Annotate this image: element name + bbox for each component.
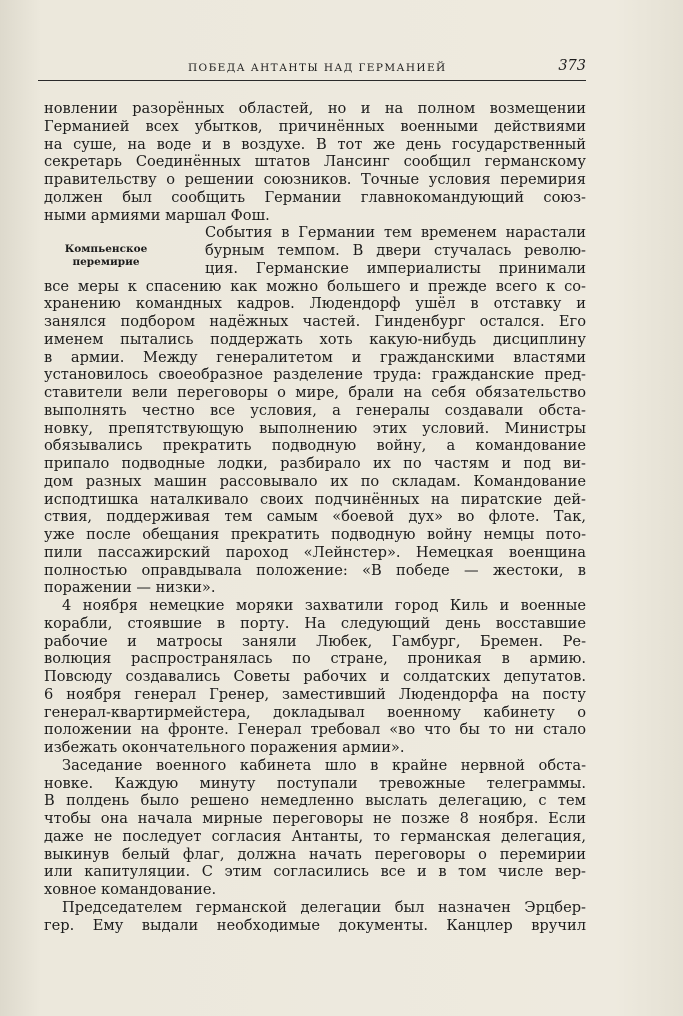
text-line: обязывались прекратить подводную войну, а командование — [44, 437, 586, 455]
text-line: Повсюду создавались Советы рабочих и солдатских депутатов. — [44, 668, 586, 685]
text-line: установилось своеобразное разделение труда: гражданские пред- — [44, 366, 586, 384]
text-line: пили пассажирский пароход «Лейнстер». Немецкая военщина — [44, 543, 586, 561]
text-line: События в Германии тем временем нарастали — [205, 224, 586, 242]
text-line: уже после обещания прекратить подводную войну немцы пото- — [44, 526, 586, 543]
text-line: Германией всех убытков, причинённых военными действиями — [44, 117, 586, 135]
text-line: или капитуляции. С этим согласились все и в том числе вер- — [44, 863, 586, 881]
margin-note-line: перемирие — [72, 256, 140, 268]
text-line: новке. Каждую минуту поступали тревожные телеграммы. — [44, 774, 586, 792]
text-line: чтобы она начала мирные переговоры не позже 8 ноября. Если — [44, 810, 586, 827]
running-title: ПОБЕДА АНТАНТЫ НАД ГЕРМАНИЕЙ — [188, 62, 447, 74]
text-line: ставители вели переговоры о мире, брали на себя обязательство — [44, 384, 586, 401]
text-line: гер. Ему выдали необходимые документы. Канцлер вручил — [44, 916, 586, 934]
text-line: новку, препятствующую выполнению этих условий. Министры — [44, 419, 586, 437]
text-line: корабли, стоявшие в порту. На следующий день восставшие — [44, 614, 586, 632]
text-line: рабочие и матросы заняли Любек, Гамбург, Бремен. Ре- — [44, 632, 586, 650]
text-line: 4 ноября немецкие моряки захватили город Киль и военные — [62, 597, 586, 614]
text-line: волюция распространялась по стране, проникая в армию. — [44, 650, 586, 668]
text-line: на суше, на воде и в воздухе. В тот же день государственный — [44, 135, 586, 153]
text-line: поражении — низки». — [44, 579, 216, 597]
text-line: положении на фронте. Генерал требовал «во что бы то ни стало — [44, 721, 586, 739]
text-line: Заседание военного кабинета шло в крайне нервной обста- — [62, 756, 586, 774]
text-line: избежать окончательного поражения армии». — [44, 739, 405, 756]
text-line: бурным темпом. В двери стучалась револю- — [205, 242, 586, 259]
margin-note-line: Компьенское — [64, 243, 148, 255]
text-line: ными армиями маршал Фош. — [44, 206, 270, 224]
text-line: именем пытались поддержать хоть какую-нибудь дисциплину — [44, 330, 586, 348]
text-line: Председателем германской делегации был назначен Эрцбер- — [62, 898, 586, 916]
text-line: даже не последует согласия Антанты, то германская делегация, — [44, 827, 586, 845]
text-line: все меры к спасению как можно большего и прежде всего к со- — [44, 277, 586, 295]
running-head — [38, 56, 586, 80]
text-line: исподтишка наталкивало своих подчинённых на пиратские дей- — [44, 490, 586, 508]
text-line: выкинув белый флаг, должна начать переговоры о перемирии — [44, 845, 586, 863]
text-line: секретарь Соединённых штатов Лансинг сообщил германскому — [44, 153, 586, 171]
header-rule — [38, 80, 586, 81]
text-line: генерал-квартирмейстера, докладывал военному кабинету о — [44, 703, 586, 721]
text-line: в армии. Между генералитетом и гражданскими властями — [44, 348, 586, 366]
text-line: полностью оправдывала положение: «В победе — жестоки, в — [44, 561, 586, 579]
text-line: ция. Германские империалисты принимали — [205, 259, 586, 277]
text-line: дом разных машин рассовывало их по складам. Командование — [44, 472, 586, 490]
text-line: ховное командование. — [44, 881, 217, 898]
text-line: выполнять честно все условия, а генералы создавали обста- — [44, 401, 586, 419]
page-number: 373 — [558, 58, 586, 74]
text-line: хранению командных кадров. Людендорф ушёл в отставку и — [44, 295, 586, 313]
body-text — [44, 100, 586, 934]
text-line: припало подводные лодки, разбирало их по частям и под ви- — [44, 455, 586, 472]
text-line: должен был сообщить Германии главнокомандующий союз- — [44, 188, 586, 206]
text-line: новлении разорённых областей, но и на полном возмещении — [44, 100, 586, 117]
text-line: В полдень было решено немедленно выслать делегацию, с тем — [44, 792, 586, 810]
text-line: правительству о решении союзников. Точные условия перемирия — [44, 171, 586, 188]
text-line: занялся подбором надёжных частей. Гинденбург остался. Его — [44, 313, 586, 330]
text-line: ствия, поддерживая тем самым «боевой дух» во флоте. Так, — [44, 508, 586, 526]
text-line: 6 ноября генерал Гренер, заместивший Людендорфа на посту — [44, 685, 586, 703]
